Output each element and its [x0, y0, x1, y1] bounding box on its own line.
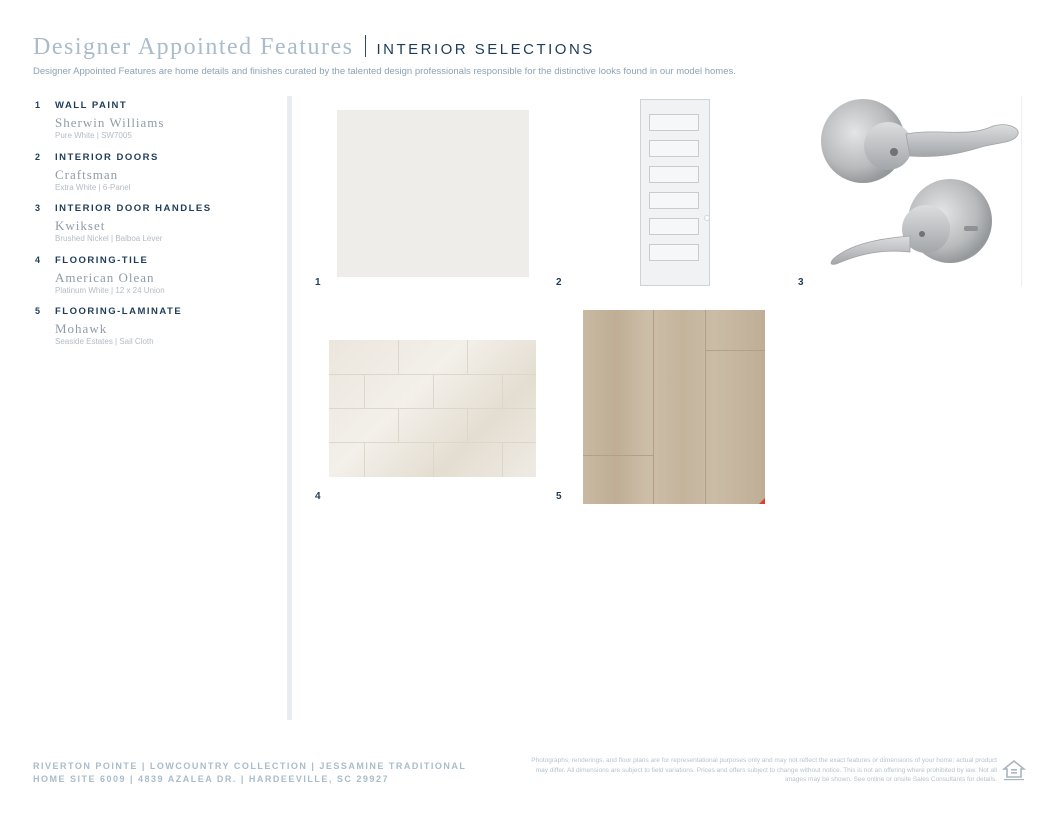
page-header [33, 34, 595, 61]
plank-seam [705, 310, 706, 504]
tile-swatch [329, 340, 536, 477]
laminate-swatch [583, 310, 765, 504]
selection-list [35, 99, 280, 357]
door-handle-icon [818, 96, 1021, 286]
selection-brand: American Olean [55, 269, 155, 285]
tile-grout-line [364, 442, 365, 477]
tile-grout-line [329, 408, 536, 409]
selection-brand: Craftsman [55, 166, 119, 182]
selection-category: FLOORING-LAMINATE [55, 306, 183, 317]
plank-seam [705, 350, 765, 351]
footer-address [33, 760, 466, 786]
vertical-divider [287, 96, 292, 720]
tile-grout-line [502, 374, 503, 408]
tile-grout-line [398, 408, 399, 442]
selection-item-flooring-laminate [35, 305, 280, 357]
footer-homesite: HOME SITE 6009 | 4839 AZALEA DR. | HARDEEVILLE, SC 29927 [33, 774, 389, 784]
tile-grout-line [433, 374, 434, 408]
selection-item-wall-paint [35, 99, 280, 151]
selection-detail: Platinum White | 12 x 24 Union [55, 285, 165, 295]
tile-grout-line [398, 340, 399, 374]
selection-item-interior-doors [35, 151, 280, 203]
door-knob [704, 215, 710, 221]
plank-seam [653, 310, 654, 504]
selection-category: INTERIOR DOORS [55, 151, 159, 163]
tile-grout-line [467, 340, 468, 374]
tile-grout-line [467, 408, 468, 442]
selection-detail: Brushed Nickel | Balboa Lever [55, 234, 163, 243]
header-divider [365, 35, 366, 57]
equal-housing-opportunity-icon [1002, 758, 1026, 782]
selection-number: 5 [35, 306, 41, 316]
door-panel [649, 114, 699, 131]
selection-brand: Mohawk [55, 321, 108, 336]
selection-number: 2 [35, 151, 41, 162]
selection-number: 1 [35, 100, 41, 110]
door-panel [649, 192, 699, 209]
tile-grout-line [502, 442, 503, 477]
selection-category: WALL PAINT [55, 100, 128, 111]
selection-number: 4 [35, 254, 41, 265]
selection-brand: Kwikset [55, 218, 106, 233]
tile-grout-line [433, 442, 434, 477]
page-title: Designer Appointed Features [33, 34, 354, 60]
selection-brand: Sherwin Williams [55, 115, 165, 130]
plank-seam [583, 455, 653, 456]
door-panel [649, 166, 699, 183]
footer-disclaimer: Photographs, renderings, and floor plans are for representational purposes only and may not reflect the exact features or dimensions of your home; actual product may differ. All dimensions are subject to field variations. Prices and offers subject to change without notice. This is not an offering where prohibited by law. Not all images may be shown. See online or onsite Sales Consultants for details. [531, 757, 997, 783]
door-panel [649, 218, 699, 235]
page-subtitle: INTERIOR SELECTIONS [376, 41, 595, 58]
swatch-number: 2 [556, 277, 562, 288]
intro-text: Designer Appointed Features are home details and finishes curated by the talented design professionals responsible for the distinctive looks found in our model homes. [33, 66, 736, 77]
swatch-number: 3 [798, 277, 804, 288]
door-panel [649, 244, 699, 261]
door-swatch [640, 99, 710, 286]
selection-item-flooring-tile [35, 254, 280, 306]
selection-detail: Pure White | SW7005 [55, 131, 132, 140]
door-panel [649, 140, 699, 157]
footer-community: RIVERTON POINTE | LOWCOUNTRY COLLECTION | JESSAMINE TRADITIONAL [33, 761, 467, 771]
paint-swatch [337, 110, 529, 277]
selection-category: FLOORING-TILE [55, 254, 149, 266]
swatch-number: 4 [315, 491, 321, 502]
selection-detail: Seaside Estates | Sail Cloth [55, 337, 154, 346]
tile-grout-line [364, 374, 365, 408]
selection-item-door-handles [35, 202, 280, 254]
swatch-number: 5 [556, 491, 562, 502]
selection-detail: Extra White | 6-Panel [55, 182, 131, 192]
swatch-number: 1 [315, 277, 321, 288]
label-corner [759, 498, 765, 504]
selection-category: INTERIOR DOOR HANDLES [55, 203, 212, 214]
door-handle-swatch [818, 96, 1022, 286]
selection-number: 3 [35, 203, 41, 213]
